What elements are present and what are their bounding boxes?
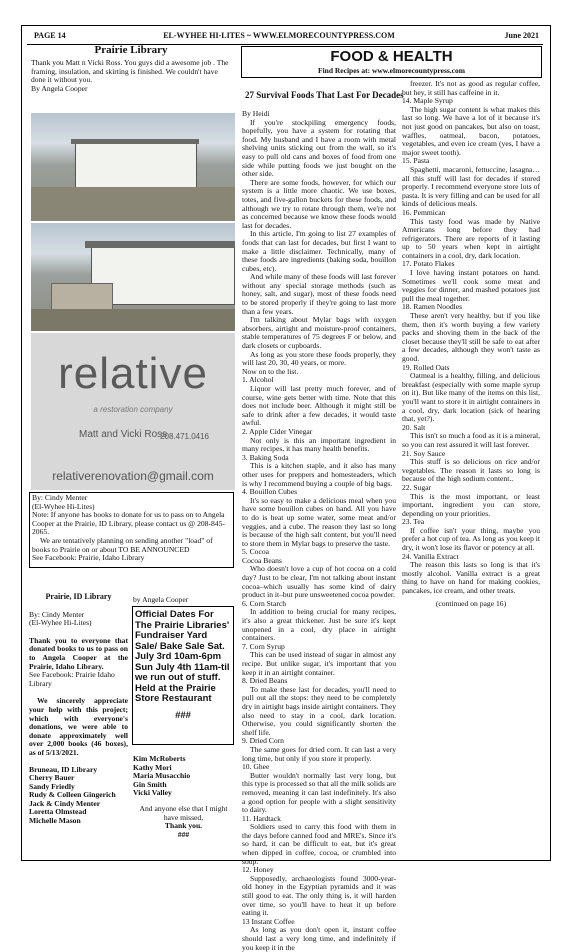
article-paragraph: These aren't very healthy, but if you like them, then it's worth buying a few variety packs and shoving them in the back of the closet because they'll still be safe to eat after a few decades, although they won't taste as good. xyxy=(402,311,540,363)
donor-name: Jack & Cindy Menter xyxy=(29,798,101,808)
yardsale-marks: ### xyxy=(175,709,191,721)
article-column-1 xyxy=(242,109,396,952)
article-subhead: 12. Honey xyxy=(242,865,274,875)
article-paragraph: To make these last for decades, you'll need to pull out all the stops: they need to be completely dry in airtight bags inside airtight containers. They also need to stay in a cool, dark location. Otherwise, you could significantly shorten the shelf life. xyxy=(242,684,396,737)
note-schedule: We are tentatively planning on sending another "load" of books to Prairie on or about TO BE ANNOUNCED xyxy=(32,535,213,554)
note-publication: (El-Wyhee Hi-Lites) xyxy=(32,501,95,511)
article-paragraph: There are some foods, however, for which our system is a little more chaotic. We use boxes, totes, and five-gallon buckets for these foods, and although we try to rotate through them, we're not as concerned because we know these foods would last for decades. xyxy=(242,177,396,230)
article-paragraph: (continued on page 16) xyxy=(435,598,507,608)
library2-facebook: See Facebook: Prairie Idaho Library xyxy=(29,670,115,688)
donor-name: Maria Musacchio xyxy=(133,771,191,781)
article-subhead: 15. Pasta xyxy=(402,156,430,166)
library2-thanks: Thank you to everyone that donated books to us to pass on to Angela Cooper at the Prairie, Idaho Library. xyxy=(29,635,128,671)
article-subhead: 18. Ramen Noodles xyxy=(402,302,463,312)
library2-byline: By: Cindy Menter xyxy=(29,609,85,619)
article-paragraph: The reason this lasts so long is that it's mostly alcohol. Vanilla extract is a great thing to have on hand for making cookies, pancakes, ice cream, and other treats. xyxy=(402,560,540,596)
article-subhead: 8. Dried Beans xyxy=(242,676,288,686)
article-subhead: 20. Salt xyxy=(402,422,426,432)
library-title: Prairie Library xyxy=(94,44,168,56)
article-paragraph: This tasty food was made by Native Americans long before they had refrigerators. There are reports of it lasting up to 50 years when kept in airtight containers in a cool, dry, dark location. xyxy=(402,216,540,260)
ad-tagline: a restoration company xyxy=(93,405,173,414)
article-subhead: 2. Apple Cider Vinegar xyxy=(242,426,313,436)
article-subhead: 11. Hardtack xyxy=(242,813,281,823)
article-subhead: 4. Bouillon Cubes xyxy=(242,487,298,497)
donor-name: Rudy & Colleen Gingerich xyxy=(29,790,116,800)
library-byline: By Angela Cooper xyxy=(31,83,88,93)
library-photo-1 xyxy=(31,113,235,221)
library-thanks: Thank you Matt n Vicki Ross. You guys did a awesome job . The framing, insulation, and skirting is finished. We couldn't have done it without you. xyxy=(31,58,229,85)
article-paragraph: Butter wouldn't normally last very long, but this type is processed so that all the milk solids are removed, meaning it can last indefinitely. It's also a good option for people with a slight sensitivity to dairy. xyxy=(242,770,396,815)
section-subtitle: Find Recipes at: www.elmorecountypress.com xyxy=(318,66,465,75)
article-subhead: 5. Cocoa xyxy=(242,547,269,557)
article-paragraph: This isn't so much a food as it is a mineral, so you can rest assured it will last forever. xyxy=(402,431,540,449)
library2-column xyxy=(29,593,128,826)
article-subhead: Cocoa Beans xyxy=(242,555,282,565)
relative-ad xyxy=(31,333,235,490)
library-photo-2 xyxy=(31,223,235,331)
article-paragraph: I'm talking about Mylar bags with oxygen absorbers, airtight and moisture-proof containers, stable temperatures of 75 degrees F or below, and dark closets or cupboards. xyxy=(242,315,396,351)
note-box xyxy=(29,492,234,568)
article-paragraph: Who doesn't love a cup of hot cocoa on a cold day? Just to be clear, I'm not talking about instant cocoa–which usually has some kind of dairy product in it–but pure unsweetened cocoa powder. xyxy=(242,564,396,600)
page-header xyxy=(34,31,539,43)
article-paragraph: Supposedly, archaeologists found 3000-year-old honey in the Egyptian pyramids and it was still good to eat. The only thing is, it will harden over time, so you'll have to heat it up before eating it. xyxy=(242,873,396,918)
article-paragraph: This is the most important, or least important, ingredient you can store, depending on your priorities. xyxy=(402,491,540,518)
article-subhead: 19. Rolled Oats xyxy=(402,362,450,372)
article-subhead: 17. Potato Flakes xyxy=(402,259,455,269)
article-paragraph: Spaghetti, macaroni, fettuccine, lasagna… all this stuff will last for decades if stored properly. I recommend everyone store lots of pasta. It is very filling and can be used for all kinds of delicious meals. xyxy=(402,164,540,209)
article-paragraph: As long as you don't open it, instant coffee should last a very long time, and indefinitely if you keep it in the xyxy=(242,925,396,952)
article-subhead: 14. Maple Syrup xyxy=(402,96,453,106)
article-paragraph: In this article, I'm going to list 27 examples of foods that can last for decades, but first I want to make a little disclaimer. Technically, many of these foods are ingredients (baking soda, bouillon cubes, etc). xyxy=(242,229,396,273)
article-paragraph: Soldiers used to carry this food with them in the days before canned food and MRE's. Since it's so hard, it can be difficult to eat, but it's great when dipped in coffee, cocoa, or crumbled into soup. xyxy=(242,822,396,866)
donor-name: Kim McRoberts xyxy=(133,754,186,763)
article-paragraph: I love having instant potatoes on hand. Sometimes we'll cook some meat and veggies for dinner, and mashed potatoes just pull the meal together. xyxy=(402,268,540,303)
donor-name: Cherry Bauer xyxy=(29,773,75,783)
donor-name: Bruneau, ID Library xyxy=(29,764,98,774)
food-health-header xyxy=(241,46,542,78)
donor-name: Sandy Friedly xyxy=(29,781,75,791)
article-subhead: 24. Vanilla Extract xyxy=(402,551,459,561)
note-contact: Note: If anyone has books to donate for us to pass on to Angela Cooper at the Prairie, ID Library, please contact us @ 208-845-2065. xyxy=(32,510,225,537)
article-subhead: 6. Corn Starch xyxy=(242,598,287,608)
article-subhead: 7. Corn Syrup xyxy=(242,641,285,651)
section-title: FOOD & HEALTH xyxy=(330,48,453,65)
donors-closing xyxy=(133,805,234,839)
article-paragraph: As long as you store these foods properly, they will last 20, 30, 40 years, or more. xyxy=(242,349,396,368)
yardsale-byline: by Angela Cooper xyxy=(133,595,189,604)
donor-list xyxy=(29,766,128,826)
article-title: 27 Survival Foods That Last For Decades xyxy=(245,90,404,100)
library2-appreciate: We sincerely appreciate your help with this project; which with everyone's donations, we were able to donate approximately well over 2,000 books (46 boxes), as of 5/13/2021. xyxy=(29,696,128,757)
note-byline: By: Cindy Menter xyxy=(32,493,88,502)
donor-name: Vicki Valley xyxy=(133,788,172,798)
yardsale-text: Official Dates For The Prairie Libraries' Fundraiser Yard Sale/ Bake Sale Sat. July 3rd 10am-6pm Sun July 4th 11am-til we run out of stuff. Held at the Prairie Store Restaurant xyxy=(135,609,230,704)
library-thanks-block xyxy=(31,59,232,93)
donor-name: Michelle Mason xyxy=(29,816,81,826)
article-subhead: 9. Dried Corn xyxy=(242,736,284,746)
page-number: PAGE 14 xyxy=(34,31,66,40)
library2-title: Prairie, ID Library xyxy=(45,592,112,601)
donor-name: Gin Smith xyxy=(133,779,167,789)
article-paragraph: This can be used instead of sugar in almost any recipe. But unlike sugar, it's important that you keep it in an airtight container. xyxy=(242,650,396,677)
article-paragraph: If you're stockpiling emergency foods, hopefully, you have a system for rotating that food. My husband and I have a room with metal shelving units sticking out from the wall, so it's easy to pull old cans and boxes of food from one side while putting foods we just bought on the other side. xyxy=(242,117,396,179)
article-paragraph: This stuff is so delicious on rice and/or vegetables. The reason it lasts so long is because of the high sodium content.. xyxy=(402,457,540,484)
article-paragraph: It's so easy to make a delicious meal when you have some bouillon cubes on hand. All you have to do is heat up some water, some meat and/or veggies, and a cube. The reason they last so long is because of the high salt content, but you'll need to store them in Mylar bags to preserve the taste. xyxy=(242,495,396,548)
article-paragraph: The same goes for dried corn. It can last a very long time, but only if you store it properly. xyxy=(242,744,396,763)
article-subhead: Now on to the list. xyxy=(242,366,299,376)
article-paragraph: Not only is this an important ingredient in many recipes, it has many health benefits. xyxy=(242,435,396,454)
article-subhead: 23. Tea xyxy=(402,517,425,527)
donor-list-2 xyxy=(133,755,234,798)
issue-date: June 2021 xyxy=(504,31,539,40)
ad-phone: 208.471.0416 xyxy=(160,432,209,441)
article-subhead: 1. Alcohol xyxy=(242,375,274,385)
closing-thanks: Thank you. xyxy=(164,821,203,831)
library2-byline2: (El-Wyhee Hi-Lites) xyxy=(29,618,92,628)
article-column-2 xyxy=(402,80,540,850)
ad-logo: relative xyxy=(58,349,208,398)
article-subhead: 21. Soy Sauce xyxy=(402,448,446,458)
article-paragraph: The high sugar content is what makes this last so long. We have a lot of it because it's not just good on pancakes, but also on toast, waffles, oatmeal, bacon, potatoes, vegetables, and even ice cream (yes, I have a major sweet tooth). xyxy=(402,104,540,157)
article-subhead: By Heidi xyxy=(242,109,270,118)
ad-email: relativerenovation@gmail.com xyxy=(52,469,214,483)
article-paragraph: And while many of these foods will last forever without any special storage methods (such as honey, salt, and sugar), most of these foods need to be stored properly if they're going to last more than a few years. xyxy=(242,272,396,316)
article-paragraph: freezer. It's not as good as regular coffee, but hey, it still has caffeine in it. xyxy=(402,79,540,97)
article-paragraph: Liquor will last pretty much forever, and of course, wine gets better with time. Note that this does not include beer. Although it might still be safe to drink after a few decades, it would taste awful. xyxy=(242,384,396,428)
article-subhead: 22. Sugar xyxy=(402,482,432,492)
article-paragraph: This is a kitchen staple, and it also has many other uses for preppers and homesteaders, which is why I recommend buying a couple of big bags. xyxy=(242,461,396,488)
closing-line: And anyone else that I might have missed, xyxy=(139,804,228,822)
article-paragraph: Oatmeal is a healthy, filling, and delicious breakfast (especially with some maple syrup on it). But like many of the items on this list, you'll want to store it in airtight containers in a cool, dry, dark location (sick of hearing that, yet?). xyxy=(402,371,540,424)
masthead: EL-WYHEE HI-LITES ~ WWW.ELMORECOUNTYPRESS.COM xyxy=(163,31,395,40)
donor-name: Kathy Mori xyxy=(133,762,172,772)
article-subhead: 3. Baking Soda xyxy=(242,452,289,462)
donor-name: Loretta Olmstead xyxy=(29,807,87,817)
article-paragraph: In addition to being crucial for many recipes, it's also a great thickener. Just be sure it's kept unopened in a cool, dry place in airtight containers. xyxy=(242,607,396,643)
yardsale-box xyxy=(132,606,234,745)
closing-marks: ### xyxy=(177,829,190,839)
article-subhead: 16. Pemmican xyxy=(402,207,446,217)
article-subhead: 13 Instant Coffee xyxy=(242,916,295,926)
article-subhead: 10. Ghee xyxy=(242,762,270,772)
ad-names: Matt and Vicki Ross xyxy=(79,429,168,440)
note-facebook: See Facebook: Prairie, Idaho Library xyxy=(32,553,145,563)
article-paragraph: If coffee isn't your thing, maybe you prefer a hot cup of tea. As long as you keep it dry, it won't lose its flavor or potency at all. xyxy=(402,525,540,553)
